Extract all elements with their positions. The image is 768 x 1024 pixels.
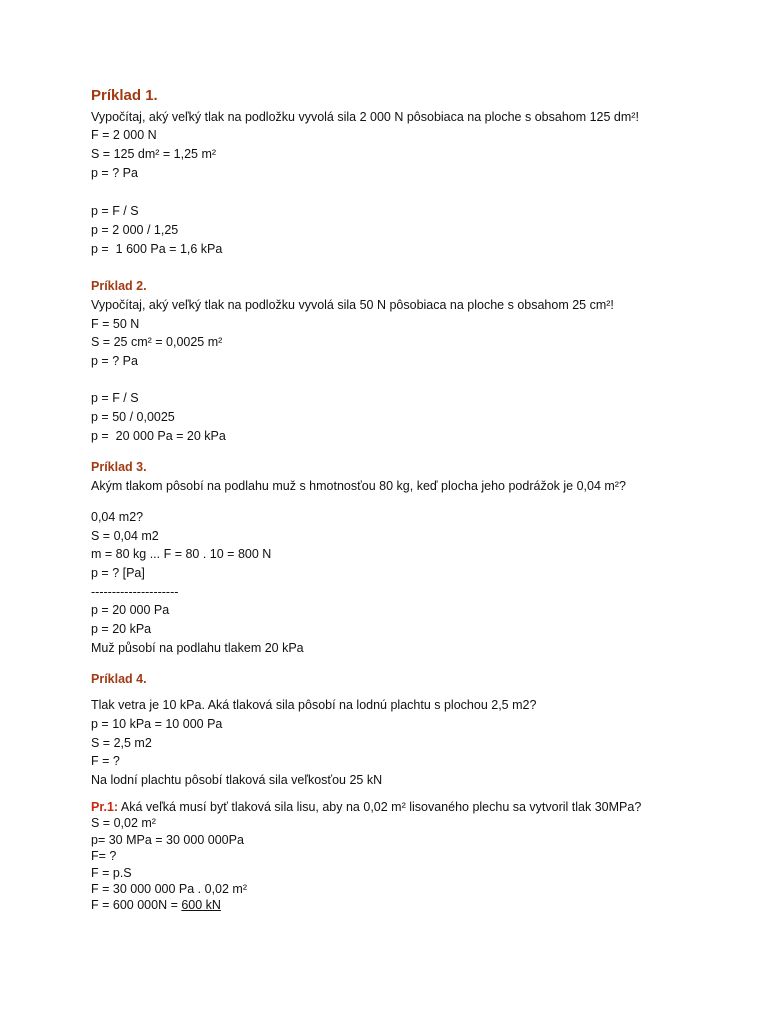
example-1-line: F = 2 000 N bbox=[91, 128, 157, 142]
example-1-line: p = 2 000 / 1,25 bbox=[91, 223, 179, 237]
example-5-final-line bbox=[91, 897, 221, 913]
example-5-line: F= ? bbox=[91, 849, 117, 863]
example-5-line: p= 30 MPa = 30 000 000Pa bbox=[91, 833, 244, 847]
example-1-line: S = 125 dm² = 1,25 m² bbox=[91, 147, 217, 161]
example-5-label: Pr.1: bbox=[91, 800, 119, 814]
example-5-question: Aká veľká musí byť tlaková sila lisu, aby na 0,02 m² lisovaného plechu sa vytvoril tlak 30MPa? bbox=[118, 800, 642, 814]
example-2-line: S = 25 cm² = 0,0025 m² bbox=[91, 335, 223, 349]
example-3-line: m = 80 kg ... F = 80 . 10 = 800 N bbox=[91, 547, 272, 561]
example-4-title: Príklad 4. bbox=[91, 672, 147, 686]
example-2-result: p = 20 000 Pa = 20 kPa bbox=[91, 429, 226, 443]
example-1-question: Vypočítaj, aký veľký tlak na podložku vyvolá sila 2 000 N pôsobiaca na ploche s obsahom 125 dm²! bbox=[91, 110, 639, 124]
example-3-line: S = 0,04 m2 bbox=[91, 529, 159, 543]
example-3-title: Príklad 3. bbox=[91, 460, 147, 474]
example-3-line: 0,04 m2? bbox=[91, 510, 144, 524]
example-4-line: S = 2,5 m2 bbox=[91, 736, 152, 750]
example-5-question-line bbox=[91, 799, 641, 815]
example-2-title: Príklad 2. bbox=[91, 279, 147, 293]
example-4-line: p = 10 kPa = 10 000 Pa bbox=[91, 717, 223, 731]
example-3-line: p = ? [Pa] bbox=[91, 566, 145, 580]
example-5-final-prefix: F = 600 000N = bbox=[91, 898, 182, 912]
example-3-line: p = 20 000 Pa bbox=[91, 603, 170, 617]
example-4-line: F = ? bbox=[91, 754, 120, 768]
example-3-conclusion: Muž působí na podlahu tlakem 20 kPa bbox=[91, 641, 304, 655]
example-5-line: F = p.S bbox=[91, 866, 132, 880]
example-5-line: F = 30 000 000 Pa . 0,02 m² bbox=[91, 882, 247, 896]
example-4-question: Tlak vetra je 10 kPa. Aká tlaková sila pôsobí na lodnú plachtu s plochou 2,5 m2? bbox=[91, 698, 537, 712]
example-2-line: p = ? Pa bbox=[91, 354, 138, 368]
example-3-separator: --------------------- bbox=[91, 585, 179, 599]
example-1-line: p = ? Pa bbox=[91, 166, 138, 180]
example-1-line: p = F / S bbox=[91, 204, 139, 218]
example-1-title: Príklad 1. bbox=[91, 87, 158, 104]
example-1-result: p = 1 600 Pa = 1,6 kPa bbox=[91, 242, 223, 256]
example-2-line: F = 50 N bbox=[91, 317, 140, 331]
example-3-line: p = 20 kPa bbox=[91, 622, 152, 636]
example-5-final-answer: 600 kN bbox=[181, 898, 221, 912]
example-2-line: p = 50 / 0,0025 bbox=[91, 410, 175, 424]
example-3-question: Akým tlakom pôsobí na podlahu muž s hmotnosťou 80 kg, keď plocha jeho podrážok je 0,04 m²? bbox=[91, 479, 626, 493]
example-5-line: S = 0,02 m² bbox=[91, 816, 156, 830]
example-2-line: p = F / S bbox=[91, 391, 139, 405]
example-4-conclusion: Na lodní plachtu pôsobí tlaková sila veľkosťou 25 kN bbox=[91, 773, 383, 787]
example-2-question: Vypočítaj, aký veľký tlak na podložku vyvolá sila 50 N pôsobiaca na ploche s obsahom 25 cm²! bbox=[91, 298, 614, 312]
